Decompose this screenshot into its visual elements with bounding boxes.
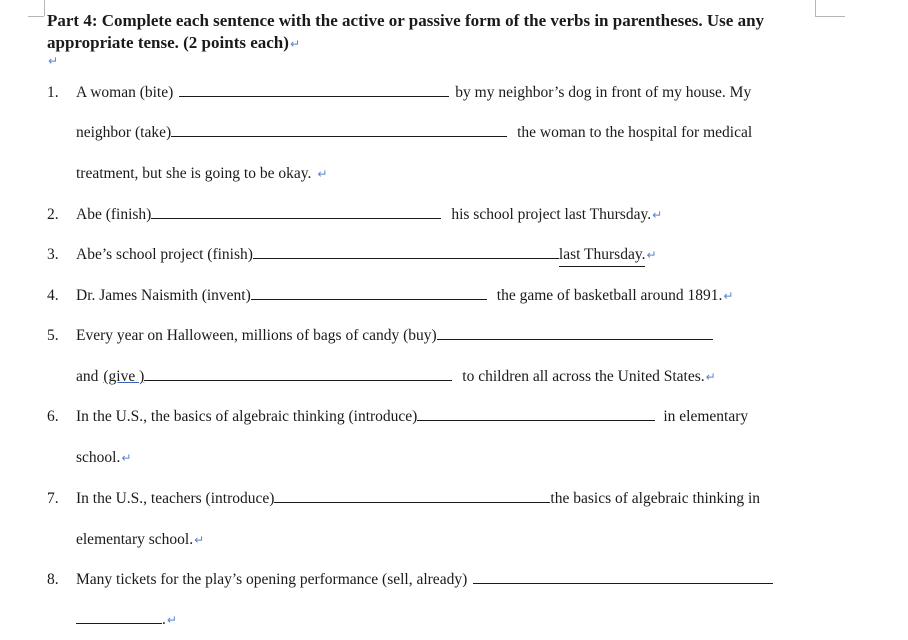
sentence-text: neighbor (take) xyxy=(76,124,172,141)
sentence-text: treatment, but she is going to be okay. xyxy=(76,165,312,182)
paragraph-mark-icon: ↵ xyxy=(121,451,132,465)
item-8-line-1 xyxy=(76,569,773,591)
item-number: 5. xyxy=(47,327,59,344)
sentence-text: the basics of algebraic thinking in xyxy=(550,490,761,507)
item-6-line-2 xyxy=(76,447,131,469)
sentence-text: (give ) xyxy=(103,368,145,385)
sentence-text: Abe’s school project (finish) xyxy=(76,246,253,263)
item-2-line xyxy=(76,204,662,226)
sentence-text: to children all across the United States. xyxy=(462,368,705,385)
paragraph-mark-icon: ↵ xyxy=(166,613,177,627)
item-number: 7. xyxy=(47,490,59,507)
crop-mark xyxy=(44,0,45,16)
paragraph-mark-icon: ↵ xyxy=(317,167,328,181)
paragraph-mark-icon: ↵ xyxy=(646,248,657,262)
item-8-line-2 xyxy=(76,609,177,631)
item-number: 8. xyxy=(47,571,59,588)
paragraph-mark-icon: ↵ xyxy=(723,289,734,303)
sentence-text: Abe (finish) xyxy=(76,206,152,223)
empty-paragraph xyxy=(47,52,58,70)
section-heading xyxy=(47,10,847,55)
item-number: 3. xyxy=(47,246,59,263)
item-6-line-1 xyxy=(76,406,748,428)
sentence-text: and xyxy=(76,368,99,385)
sentence-text: A woman (bite) xyxy=(76,84,174,101)
item-number: 2. xyxy=(47,206,59,223)
item-7-line-1 xyxy=(76,488,760,510)
item-4-line xyxy=(76,285,733,307)
paragraph-mark-icon: ↵ xyxy=(194,533,205,547)
item-number: 1. xyxy=(47,84,59,101)
answer-blank[interactable] xyxy=(76,609,162,624)
sentence-text: by my neighbor’s dog in front of my house. My xyxy=(455,84,752,101)
answer-blank[interactable] xyxy=(179,82,449,97)
item-1-line-2 xyxy=(76,122,752,144)
item-number: 4. xyxy=(47,287,59,304)
sentence-text: Every year on Halloween, millions of bags of candy (buy) xyxy=(76,327,437,344)
item-5-line-2 xyxy=(76,366,716,388)
answer-blank[interactable] xyxy=(274,488,550,503)
item-number: 6. xyxy=(47,408,59,425)
answer-blank[interactable] xyxy=(417,406,655,421)
paragraph-mark-icon: ↵ xyxy=(705,370,716,384)
item-1-line-3 xyxy=(76,163,327,185)
sentence-text: last Thursday. xyxy=(559,244,646,267)
paragraph-mark-icon: ↵ xyxy=(289,37,300,51)
answer-blank[interactable] xyxy=(437,325,713,340)
answer-blank[interactable] xyxy=(171,122,507,137)
sentence-text: in elementary xyxy=(663,408,749,425)
paragraph-mark-icon: ↵ xyxy=(652,208,663,222)
sentence-text: his school project last Thursday. xyxy=(451,206,652,223)
item-7-line-2 xyxy=(76,529,204,551)
answer-blank[interactable] xyxy=(473,569,773,584)
sentence-text: Dr. James Naismith (invent) xyxy=(76,287,251,304)
answer-blank[interactable] xyxy=(253,244,559,259)
sentence-text: elementary school. xyxy=(76,531,194,548)
heading-text: Part 4: Complete each sentence with the active or passive form of the verbs in parentheses. Use any appropriate tense. (2 points each) xyxy=(47,11,765,52)
sentence-text: . xyxy=(162,611,166,628)
sentence-text: In the U.S., the basics of algebraic thinking (introduce) xyxy=(76,408,418,425)
answer-blank[interactable] xyxy=(151,204,441,219)
crop-mark xyxy=(28,16,44,17)
item-5-line-1 xyxy=(76,325,713,347)
sentence-text: the woman to the hospital for medical xyxy=(517,124,753,141)
sentence-text: school. xyxy=(76,449,121,466)
sentence-text: In the U.S., teachers (introduce) xyxy=(76,490,275,507)
paragraph-mark-icon: ↵ xyxy=(48,54,59,68)
answer-blank[interactable] xyxy=(251,285,487,300)
item-3-line xyxy=(76,244,657,266)
item-1-line-1 xyxy=(76,82,751,104)
sentence-text: the game of basketball around 1891. xyxy=(496,287,723,304)
sentence-text: Many tickets for the play’s opening performance (sell, already) xyxy=(76,571,468,588)
answer-blank[interactable] xyxy=(144,366,452,381)
